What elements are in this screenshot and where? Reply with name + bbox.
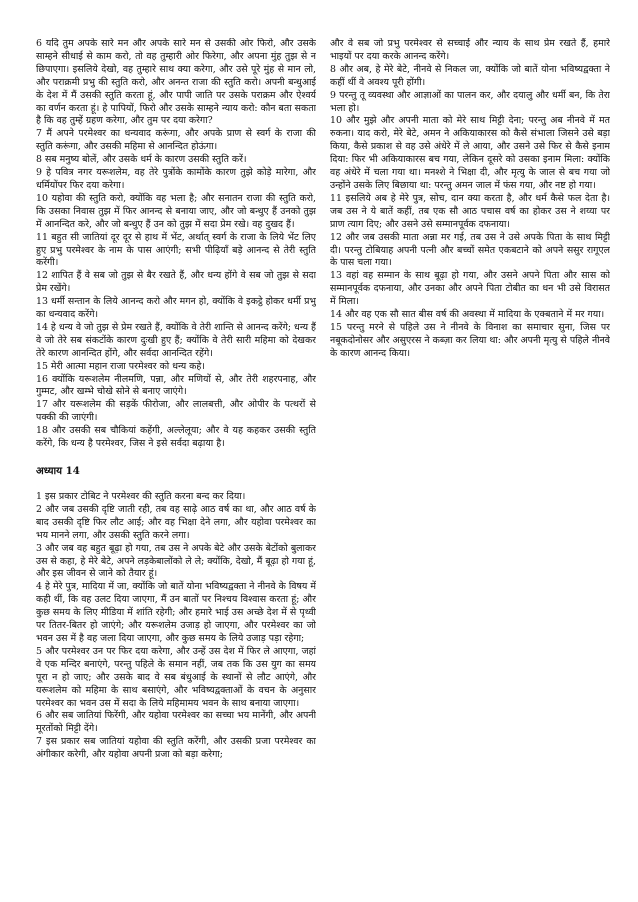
chapter-heading: अध्याय 14 bbox=[36, 465, 80, 477]
document-page bbox=[36, 38, 610, 878]
verse-paragraph: 2 और जब उसकी दृष्टि जाती रही, तब वह साढ़े आठ वर्ष का था, और आठ वर्ष के बाद उसकी दृष्टि फिर लौट आई; और वह भिक्षा देने लगा, और यहोवा परमेश्वर का भय मानने लगा, और उसकी स्तुति करने लगा। bbox=[36, 503, 316, 541]
verse-paragraph: 9 हे पवित्र नगर यरूशलेम, वह तेरे पुत्रोंके कामोंके कारण तुझे कोड़े मारेगा, और धर्मियोंपर फिर दया करेगा। bbox=[36, 167, 316, 191]
verse-paragraph: 6 और सब जातियां फिरेंगी, और यहोवा परमेश्वर का सच्चा भय मानेंगी, और अपनी मूरतोंको मिट्टी देंगे। bbox=[36, 710, 316, 735]
verse-paragraph: 14 और वह एक सौ सात बीस वर्ष की अवस्था में मादिया के एक्बताने में मर गया। bbox=[330, 309, 605, 321]
verse-paragraph: 17 और यरूशलेम की सड़कें फीरोजा, और लालबत्ती, और ओपीर के पत्थरों से पक्की की जाएंगी। bbox=[36, 399, 316, 424]
verse-paragraph: 8 और अब, हे मेरे बेटे, नीनवे से निकल जा, क्योंकि जो बातें योना भविष्यद्वक्ता ने कहीं थीं वे अवश्य पूरी होंगी। bbox=[330, 63, 610, 88]
verse-paragraph: 4 हे मेरे पुत्र, मादिया में जा, क्योंकि जो बातें योना भविष्यद्वक्ता ने नीनवे के विषय में कही थीं, कि वह उलट दिया जाएगा, मैं उन बातों पर निश्चय विश्वास करता हूं; और कुछ समय के लिए मीडिया में शांति रहेगी; और हमारे भाई उस अच्छे देश में से पृथ्वी पर तितर-बितर हो जाएंगे; और यरूशलेम उजाड़ हो जाएगा, और परमेश्वर का जो भवन उस में है वह जला दिया जाएगा, और कुछ समय के लिये उजाड़ पड़ा रहेगा; bbox=[36, 581, 316, 644]
verse-paragraph: 5 और परमेश्वर उन पर फिर दया करेगा, और उन्हें उस देश में फिर ले आएगा, जहां वे एक मन्दिर बनाएंगे, परन्तु पहिले के समान नहीं, जब तक कि उस युग का समय पूरा न हो जाए; और उसके बाद वे सब बंधुआई के स्थानों से लौट आएंगे, और यरूशलेम को महिमा के साथ बसाएंगे, और भविष्यद्वक्ताओं के वचन के अनुसार परमेश्वर का भवन उस में सदा के लिये महिमामय भवन के साथ बनाया जाएगा। bbox=[36, 645, 316, 709]
right-column bbox=[330, 38, 610, 878]
verse-paragraph: 14 हे धन्य वे जो तुझ से प्रेम रखते हैं, क्योंकि वे तेरी शान्ति से आनन्द करेंगे; धन्य हैं वे जो तेरे सब संकटोंके कारण दुःखी हुए हैं; क्योंकि वे तेरी सारी महिमा को देखकर तेरे कारण आनन्दित होंगे, और सर्वदा आनन्दित रहेंगे। bbox=[36, 321, 316, 359]
verse-paragraph: 6 यदि तुम अपके सारे मन और अपके सारे मन से उसकी ओर फिरो, और उसके साम्हने सीधाई से काम करो, तो वह तुम्हारी ओर फिरेगा, और अपना मुंह तुझ से न छिपाएगा। इसलिये देखो, वह तुम्हारे साथ क्या करेगा, और उसे पूरे मुंह से मान लो, और पराक्रमी प्रभु की स्तुति करो, और अनन्त राजा की स्तुति करो। अपनी बन्धुआई के देश में मैं उसकी स्तुति करता हूं, और पापी जाति पर उसके पराक्रम और ऐश्वर्य का वर्णन करता हूं। हे पापियों, फिरो और उसके साम्हने न्याय करो: कौन बता सकता है कि वह तुम्हें ग्रहण करेगा, और तुम पर दया करेगा? bbox=[36, 38, 316, 127]
verse-paragraph: 7 इस प्रकार सब जातियां यहोवा की स्तुति करेंगी, और उसकी प्रजा परमेश्वर का अंगीकार करेगी, और यहोवा अपनी प्रजा को बड़ा करेगा; bbox=[36, 736, 316, 761]
verse-paragraph: 13 वहां वह सम्मान के साथ बूढ़ा हो गया, और उसने अपने पिता और सास को सम्मानपूर्वक दफनाया, और उनका और अपने पिता टोबीत का धन भी उसे विरासत में मिला। bbox=[330, 270, 610, 308]
verse-paragraph: 8 सब मनुष्य बोलें, और उसके धर्म के कारण उसकी स्तुति करें। bbox=[36, 154, 247, 166]
verse-paragraph: 12 और जब उसकी माता अन्ना मर गई, तब उस ने उसे अपके पिता के साथ मिट्टी दी। परन्तु टोबियाह अपनी पत्नी और बच्चों समेत एकबटाने को अपने ससुर रागूएल के पास चला गया। bbox=[330, 231, 610, 269]
verse-paragraph: 10 यहोवा की स्तुति करो, क्योंकि वह भला है; और सनातन राजा की स्तुति करो, कि उसका निवास तुझ में फिर आनन्द से बनाया जाए, और जो बन्धुए हैं उनको तुझ में आनन्दित करे, और जो बन्धुए हैं उन को तुझ में सदा प्रेम रखे। वह दुखद हैं। bbox=[36, 192, 316, 230]
verse-paragraph: 3 और जब वह बहुत बूढ़ा हो गया, तब उस ने अपके बेटे और उसके बेटोंको बुलाकर उस से कहा, हे मेरे बेटे, अपने लड़केबालोंको ले ले; क्योंकि, देखो, मैं बूढ़ा हो गया हूं, और इस जीवन से जाने को तैयार हूं। bbox=[36, 542, 316, 580]
left-column bbox=[36, 38, 316, 878]
verse-paragraph: 11 बहुत सी जातियां दूर दूर से हाथ में भेंट, अर्थात् स्वर्ग के राजा के लिये भेंट लिए हुए प्रभु परमेश्वर के नाम के पास आएंगी; सभी पीढ़ियाँ बड़े आनन्द से तेरी स्तुति करेंगी। bbox=[36, 231, 316, 269]
verse-paragraph: 10 और मुझे और अपनी माता को मेरे साथ मिट्टी देना; परन्तु अब नीनवे में मत रुकना। याद करो, मेरे बेटे, अमन ने अकियाकारस को कैसे संभाला जिसने उसे बड़ा किया, कैसे प्रकाश से वह उसे अंधेरे में ले आया, और उसने उसे फिर से कैसे इनाम दिया: फिर भी अकियाकारस बच गया, लेकिन दूसरे को उसका इनाम मिला: क्योंकि वह अंधेरे में चला गया था। मनश्शे ने भिक्षा दी, और मृत्यु के जाल से बच गया जो उन्होंने उसके लिए बिछाया था: परन्तु अमन जाल में फंस गया, और नष्ट हो गया। bbox=[330, 115, 610, 191]
verse-paragraph: 9 परन्तु तू व्यवस्था और आज्ञाओं का पालन कर, और दयालु और धर्मी बन, कि तेरा भला हो। bbox=[330, 89, 610, 114]
verse-paragraph: 1 इस प्रकार टोबिट ने परमेश्वर की स्तुति करना बन्द कर दिया। bbox=[36, 491, 246, 502]
verse-paragraph: 13 धर्मी सन्तान के लिये आनन्द करो और मगन हो, क्योंकि वे इकट्ठे होकर धर्मी प्रभु का धन्यवाद करेंगे। bbox=[36, 296, 316, 321]
verse-paragraph: 7 मैं अपने परमेश्वर का धन्यवाद करूंगा, और अपके प्राण से स्वर्ग के राजा की स्तुति करूंगा, और उसकी महिमा से आनन्दित होऊंगा। bbox=[36, 128, 316, 153]
verse-paragraph: 18 और उसकी सब चौकियां कहेंगी, अल्लेलूया; और वे यह कहकर उसकी स्तुति करेंगे, कि धन्य है परमेश्वर, जिस ने इसे सर्वदा बढ़ाया है। bbox=[36, 425, 316, 450]
verse-paragraph: 16 क्योंकि यरूशलेम नीलमणि, पन्ना, और मणियों से, और तेरी शहरपनाह, और गुम्मट, और खम्भे चोखे सोने से बनाए जाएंगे। bbox=[36, 373, 316, 398]
verse-paragraph: 12 शापित हैं वे सब जो तुझ से बैर रखते हैं, और धन्य होंगे वे सब जो तुझ से सदा प्रेम रखेंगे। bbox=[36, 270, 316, 295]
verse-paragraph: 11 इसलिये अब हे मेरे पुत्र, सोच, दान क्या करता है, और धर्म कैसे फल देता है। जब उस ने ये बातें कहीं, तब एक सौ आठ पचास वर्ष का होकर उस ने शय्या पर प्राण त्याग दिए; और उसने उसे सम्मानपूर्वक दफनाया। bbox=[330, 192, 610, 230]
verse-paragraph: 15 मेरी आत्मा महान राजा परमेश्वर को धन्य कहे। bbox=[36, 360, 205, 372]
verse-paragraph: और वे सब जो प्रभु परमेश्वर से सच्चाई और न्याय के साथ प्रेम रखते हैं, हमारे भाइयों पर दया करके आनन्द करेंगे। bbox=[330, 38, 610, 62]
verse-paragraph: 15 परन्तु मरने से पहिले उस ने नीनवे के विनाश का समाचार सुना, जिस पर नबूकदोनोसर और असुएरस ने कब्ज़ा कर लिया था: और अपनी मृत्यु से पहिले नीनवे के कारण आनन्द किया। bbox=[330, 321, 610, 359]
